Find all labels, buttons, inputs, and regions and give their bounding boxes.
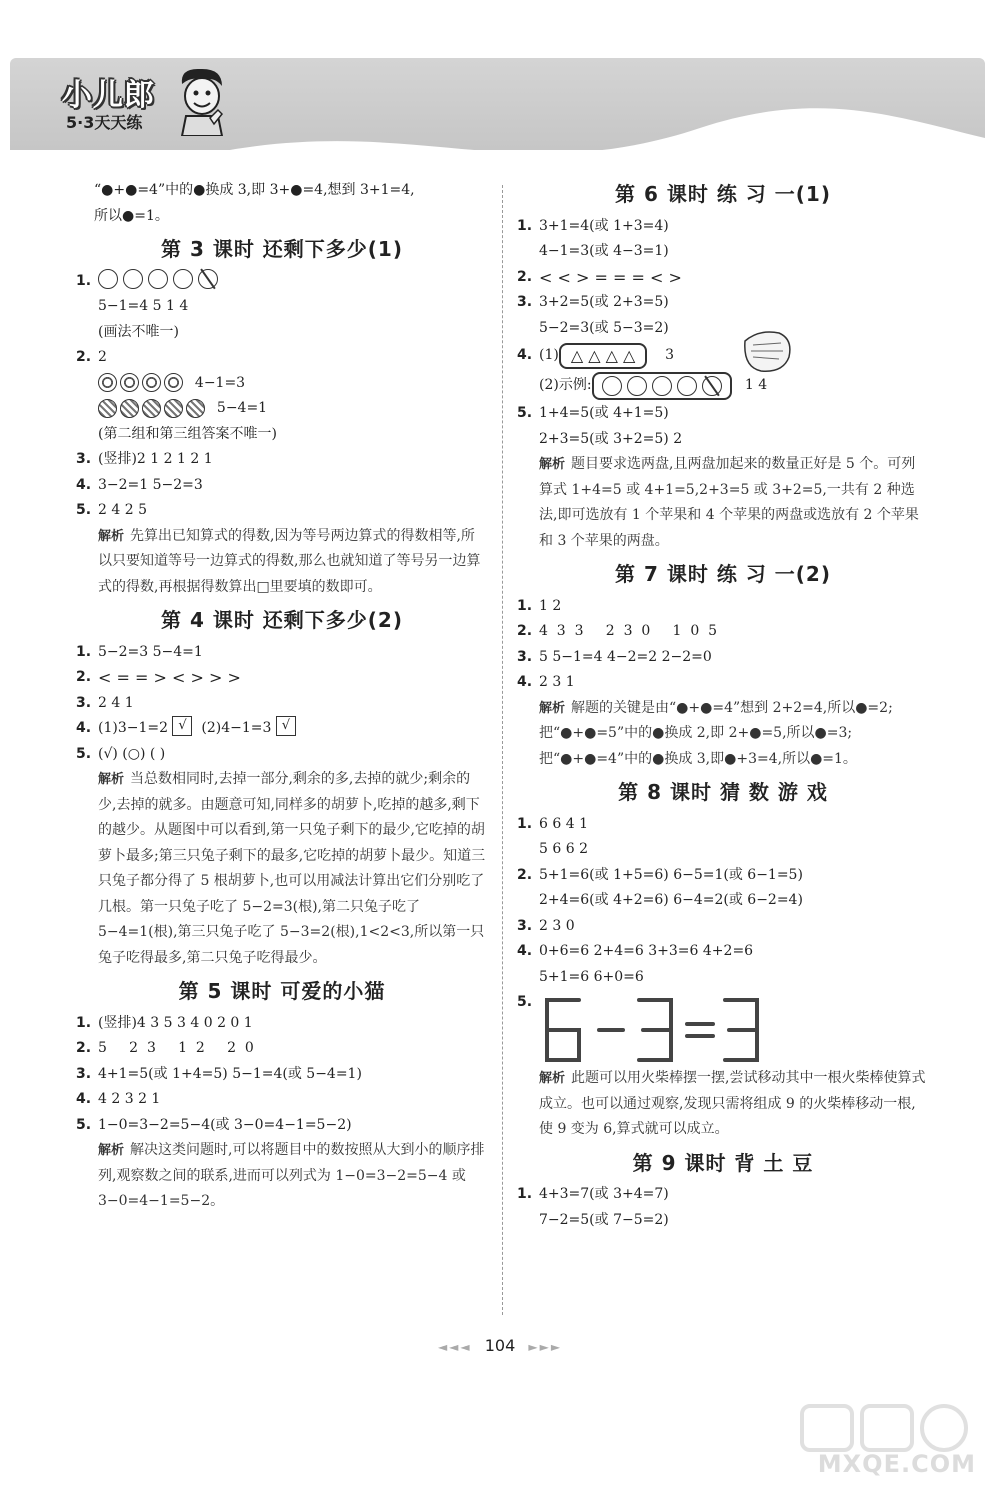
- ball-icon: [120, 373, 139, 392]
- question-1: 1. 5−2=3 5−4=1: [76, 640, 488, 666]
- question-5: 5. 1+4=5(或 4+1=5): [517, 401, 929, 427]
- question-3: 3. 2 4 1: [76, 691, 488, 717]
- answer-line: 5+1=6(或 1+5=6) 6−5=1(或 6−1=5): [539, 866, 803, 883]
- answer-line: 2 4 2 5: [98, 502, 147, 518]
- question-1: 1. 4+3=7(或 3+4=7): [517, 1182, 929, 1208]
- analysis: [517, 696, 929, 773]
- equation: (1)3−1=2: [98, 720, 169, 736]
- answer-line: < = = > < > > >: [98, 668, 241, 687]
- question-2: 2. < < > = = = < >: [517, 265, 929, 291]
- column-divider: [502, 185, 503, 1315]
- analysis: [517, 1066, 929, 1143]
- question-1: 1. 6 6 4 1: [517, 812, 929, 838]
- question-4: 4. 0+6=6 2+4=6 3+3=6 4+2=6: [517, 939, 929, 965]
- question-4: 4. (1) △ △ △ △ 3: [517, 341, 929, 371]
- prev-arrows-icon: ◄◄◄: [437, 1340, 472, 1354]
- answer-line: 2+4=6(或 4+2=6) 6−4=2(或 6−2=4): [539, 892, 803, 908]
- answer-line: 2: [98, 349, 107, 365]
- section-title: 第 6 课时 练 习 一(1): [615, 182, 831, 206]
- circle-icon: [173, 269, 193, 289]
- answer-line: 4−1=3(或 4−3=1): [539, 243, 669, 259]
- question-3: 3. (竖排)2 1 2 1 2 1: [76, 447, 488, 473]
- answer-line: 0+6=6 2+4=6 3+3=6 4+2=6: [539, 943, 754, 959]
- answer-line: 5 5−1=4 4−2=2 2−2=0: [539, 648, 712, 665]
- question-5: 5.: [517, 990, 929, 1066]
- question-1: 1. 3+1=4(或 1+3=4): [517, 214, 929, 240]
- circle-icon: [123, 269, 143, 289]
- analysis-text: 先算出已知算式的得数,因为等号两边算式的得数相等,所以只要知道等号一边算式的得数,那么也就知道了等号另一边算式的得数,再根据得数算出□里要填的数即可。: [98, 527, 481, 595]
- question-1: 1.: [76, 269, 488, 295]
- answer-line: 5+1=6 6+0=6: [539, 968, 644, 985]
- answer-line: 5 6 6 2: [539, 841, 588, 857]
- analysis-text: 题目要求选两盘,且两盘加起来的数量正好是 5 个。可列算式 1+4=5 或 4+1=5,2+3=5 或 3+2=5,一共有 2 种选法,即可选放有 1 个苹果和 4 个苹果的两盘或选放有 2 个苹果和 3 个苹果的两盘。: [539, 456, 919, 549]
- equation: 5−4=1: [216, 400, 268, 416]
- answer-line: 6 6 4 1: [539, 815, 588, 832]
- circle-icon: [627, 376, 647, 396]
- ball-icon: [186, 399, 205, 418]
- equation: 4−1=3: [194, 374, 246, 391]
- circle-icon: [98, 269, 118, 289]
- intro-line: 所以●=1。: [94, 207, 169, 224]
- brand-logo: 小儿郎: [62, 78, 155, 113]
- answer-line: (竖排)2 1 2 1 2 1: [98, 451, 213, 467]
- page-number: 104: [484, 1336, 516, 1355]
- circle-drawing: [98, 269, 218, 295]
- question-2: 2. 2: [76, 345, 488, 371]
- answer-line: 7−2=5(或 7−5=2): [539, 1211, 669, 1228]
- ball-icon: [98, 373, 117, 392]
- question-2: 2. 5 2 3 1 2 2 0: [76, 1036, 488, 1062]
- analysis-label: 解析: [98, 528, 125, 544]
- analysis-text: 解决这类问题时,可以将题目中的数按照从大到小的顺序排列,观察数之间的联系,进而可以列式为 1−0=3−2=5−4 或 3−0=4−1=5−2。: [98, 1142, 485, 1209]
- answer-line: [76, 371, 488, 397]
- correction-stamp-icon: [739, 327, 795, 375]
- answer-line: 5−1=4 5 1 4: [98, 298, 189, 314]
- question-5: 5. 1−0=3−2=5−4(或 3−0=4−1=5−2): [76, 1113, 488, 1139]
- next-arrows-icon: ►►►: [528, 1340, 563, 1354]
- ball-icon: [120, 399, 139, 418]
- answer-line: 1+4=5(或 4+1=5): [539, 405, 669, 421]
- left-column: [76, 178, 488, 1215]
- answer-line: 5 2 3 1 2 2 0: [98, 1040, 254, 1056]
- circle-icon: [652, 376, 672, 396]
- analysis-label: 解析: [539, 457, 566, 472]
- mascot-boy-icon: [170, 66, 232, 136]
- sub-label: (1): [539, 347, 559, 364]
- question-2: 2. 4 3 3 2 3 0 1 0 5: [517, 619, 929, 645]
- question-4-part-2: [517, 371, 929, 401]
- circle-box: [592, 372, 732, 400]
- section-title: 第 3 课时 还剩下多少(1): [160, 237, 403, 261]
- right-column: [517, 178, 929, 1233]
- ball-icon: [142, 373, 161, 392]
- watermark-text: MXQE.COM: [817, 1450, 976, 1478]
- answer-note: (画法不唯一): [98, 323, 179, 340]
- brand-subtitle: 5·3天天练: [66, 113, 143, 132]
- answer-line: 2 4 1: [98, 694, 134, 711]
- answer-line: (竖排)4 3 5 3 4 0 2 0 1: [98, 1014, 253, 1031]
- check-box: √: [172, 716, 192, 736]
- question-3: 3. 4+1=5(或 1+4=5) 5−1=4(或 5−4=1): [76, 1062, 488, 1088]
- crossed-circle-icon: [702, 376, 722, 396]
- analysis-label: 解析: [539, 1071, 566, 1086]
- section-title: 第 4 课时 还剩下多少(2): [160, 608, 403, 632]
- section-title: 第 7 课时 练 习 一(2): [615, 562, 831, 586]
- analysis-label: 解析: [98, 1143, 125, 1158]
- section-title: 第 5 课时 可爱的小猫: [178, 979, 386, 1003]
- analysis-label: 解析: [539, 700, 566, 716]
- analysis-text: 此题可以用火柴棒摆一摆,尝试移动其中一根火柴棒使算式成立。也可以通过观察,发现只需将组成 9 的火柴棒移动一根,使 9 变为 6,算式就可以成立。: [539, 1070, 926, 1137]
- question-2: 2. < = = > < > > >: [76, 665, 488, 691]
- triangle-box: △ △ △ △: [559, 343, 647, 369]
- answer-line: 2+3=5(或 3+2=5) 2: [539, 430, 683, 447]
- circle-icon: [677, 376, 697, 396]
- ball-icon: [164, 399, 183, 418]
- analysis-label: 解析: [98, 772, 125, 787]
- answer-line: 4+3=7(或 3+4=7): [539, 1186, 669, 1202]
- question-5: 5. 2 4 2 5: [76, 498, 488, 524]
- answer-line: 3+2=5(或 2+3=5): [539, 294, 669, 310]
- intro-line: “●+●=4”中的●换成 3,即 3+●=4,想到 3+1=4,: [94, 182, 415, 198]
- section-title: 第 8 课时 猜 数 游 戏: [618, 780, 828, 804]
- sub-label: (2)示例:: [539, 377, 592, 394]
- matchstick-equation-icon: [539, 994, 769, 1066]
- question-4: 4. 3−2=1 5−2=3: [76, 473, 488, 499]
- question-1: 1. 1 2: [517, 594, 929, 620]
- analysis-text: 当总数相同时,去掉一部分,剩余的多,去掉的就少;剩余的少,去掉的就多。由题意可知,同样多的胡萝卜,吃掉的越多,剩下的越少。从题图中可以看到,第一只兔子剩下的最少,它吃掉的胡萝卜最多;第三只兔子剩下的最多,它吃掉的胡萝卜最少。知道三只兔子都分得了 5 根胡萝卜,也可以用减法计算出它们分别吃了几根。第一只兔子吃了 5−2=3(根),第二只兔子吃了 5−4=1(根),第三只兔子吃了 5−3=2(根),1<2<3,所以第一只兔子吃得最多,第二只兔子吃得最少。: [98, 771, 486, 966]
- answer-line: 2 3 1: [539, 674, 575, 690]
- analysis: [76, 767, 488, 971]
- analysis: [517, 452, 929, 554]
- question-2: 2. 5+1=6(或 1+5=6) 6−5=1(或 6−1=5): [517, 863, 929, 889]
- question-4: 4. 4 2 3 2 1: [76, 1087, 488, 1113]
- circle-icon: [602, 376, 622, 396]
- answer-value: 3: [665, 347, 675, 364]
- answer-value: 1 4: [744, 377, 768, 394]
- answer-line: 5−2=3(或 5−3=2): [539, 319, 669, 336]
- answer-line: < < > = = = < >: [539, 267, 682, 287]
- question-3: 3. 3+2=5(或 2+3=5): [517, 290, 929, 316]
- question-4: 4. (1)3−1=2 √ (2)4−1=3 √: [76, 716, 488, 742]
- question-4: 4. 2 3 1: [517, 670, 929, 696]
- answer-line: 4+1=5(或 1+4=5) 5−1=4(或 5−4=1): [98, 1065, 362, 1082]
- ball-icon: [142, 399, 161, 418]
- question-5: 5. (√) (○) ( ): [76, 742, 488, 768]
- answer-line: 5−2=3 5−4=1: [98, 643, 203, 660]
- question-3: 3. 2 3 0: [517, 914, 929, 940]
- question-3: 3. 5 5−1=4 4−2=2 2−2=0: [517, 645, 929, 671]
- analysis-text: 解题的关键是由“●+●=4”想到 2+2=4,所以●=2;把“●+●=5”中的●换成 2,即 2+●=5,所以●=3;把“●+●=4”中的●换成 3,即●+3=4,所以●=1。: [539, 699, 893, 767]
- crossed-circle-icon: [198, 269, 218, 289]
- page-footer: [0, 1336, 1000, 1355]
- answer-line: [76, 396, 488, 422]
- question-1: 1. (竖排)4 3 5 3 4 0 2 0 1: [76, 1011, 488, 1037]
- answer-note: (第二组和第三组答案不唯一): [98, 425, 277, 442]
- answer-line: 3+1=4(或 1+3=4): [539, 217, 669, 234]
- answer-line: 1−0=3−2=5−4(或 3−0=4−1=5−2): [98, 1116, 352, 1133]
- answer-line: 2 3 0: [539, 917, 575, 934]
- answer-line: 4 2 3 2 1: [98, 1091, 161, 1107]
- circle-icon: [148, 269, 168, 289]
- answer-line: (√) (○) ( ): [98, 745, 166, 762]
- answer-line: 1 2: [539, 597, 562, 614]
- section-title: 第 9 课时 背 土 豆: [632, 1150, 814, 1175]
- equation: (2)4−1=3: [201, 720, 272, 736]
- answer-line: 3−2=1 5−2=3: [98, 476, 203, 493]
- analysis: [76, 1138, 488, 1215]
- check-box: √: [276, 716, 296, 736]
- ball-icon: [164, 373, 183, 392]
- ball-icon: [98, 399, 117, 418]
- answer-line: 4 3 3 2 3 0 1 0 5: [539, 623, 718, 639]
- analysis: [76, 524, 488, 601]
